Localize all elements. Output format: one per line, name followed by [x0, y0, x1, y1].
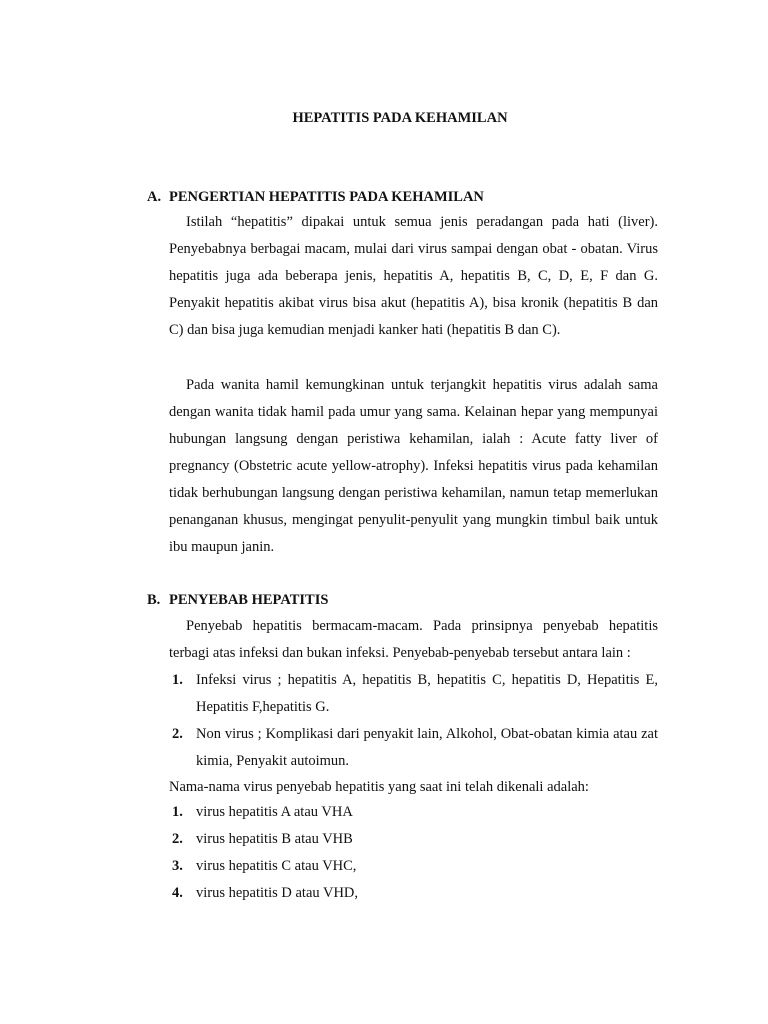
section-a-title: PENGERTIAN HEPATITIS PADA KEHAMILAN	[169, 189, 484, 205]
list-item: 4. virus hepatitis D atau VHD,	[172, 885, 359, 901]
causes-list	[169, 667, 658, 775]
section-b-letter: B.	[147, 592, 161, 608]
list-item: 3. virus hepatitis C atau VHC,	[172, 858, 357, 874]
section-b-paragraph-1: Penyebab hepatitis bermacam-macam. Pada prinsipnya penyebab hepatitis terbagi atas infeksi dan bukan infeksi. Penyebab-penyebab tersebut antara lain :	[169, 618, 658, 661]
virus-intro: Nama-nama virus penyebab hepatitis yang saat ini telah dikenali adalah:	[169, 779, 589, 795]
section-a-paragraph-1: Istilah “hepatitis” dipakai untuk semua jenis peradangan pada hati (liver). Penyebabnya berbagai macam, mulai dari virus sampai dengan obat - obatan. Virus hepatitis juga ada beberapa jenis, hepatitis A, hepatitis B, C, D, E, F dan G. Penyakit hepatitis akibat virus bisa akut (hepatitis A), bisa kronik (hepatitis B dan C) dan bisa juga kemudian menjadi kanker hati (hepatitis B dan C).	[169, 214, 658, 338]
virus-list	[169, 799, 658, 907]
list-item: 2. virus hepatitis B atau VHB	[172, 831, 353, 847]
section-b-heading	[147, 592, 328, 609]
section-b-title: PENYEBAB HEPATITIS	[169, 592, 329, 608]
list-item: 2. Non virus ; Komplikasi dari penyakit lain, Alkohol, Obat-obatan kimia atau zat kimia, Penyakit autoimun.	[172, 726, 658, 769]
section-a-letter: A.	[147, 189, 162, 205]
list-item: 1. Infeksi virus ; hepatitis A, hepatitis B, hepatitis C, hepatitis D, Hepatitis E, Hepatitis F,hepatitis G.	[172, 672, 658, 715]
list-item: 1. virus hepatitis A atau VHA	[172, 804, 353, 820]
section-a-heading	[147, 189, 484, 206]
section-a-paragraph-2: Pada wanita hamil kemungkinan untuk terjangkit hepatitis virus adalah sama dengan wanita tidak hamil pada umur yang sama. Kelainan hepar yang mempunyai hubungan langsung dengan peristiwa kehamilan, ialah : Acute fatty liver of pregnancy (Obstetric acute yellow-atrophy). Infeksi hepatitis virus pada kehamilan tidak berhubungan langsung dengan peristiwa kehamilan, namun tetap memerlukan penanganan khusus, mengingat penyulit-penyulit yang mungkin timbul baik untuk ibu maupun janin.	[169, 377, 658, 555]
document-title: HEPATITIS PADA KEHAMILAN	[292, 110, 508, 126]
